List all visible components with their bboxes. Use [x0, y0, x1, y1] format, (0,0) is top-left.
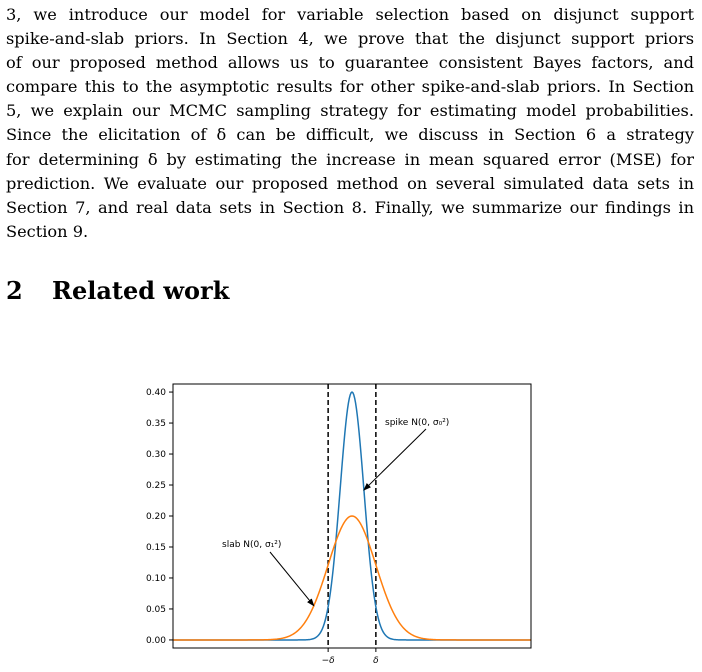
y-tick-label: 0.30 — [145, 450, 166, 461]
paragraph-line: prediction. We evaluate our proposed method on several simulated data sets in — [6, 173, 694, 193]
y-tick-label: 0.20 — [145, 512, 166, 522]
y-tick-label: 0.05 — [145, 604, 166, 615]
paragraph-line: 3, we introduce our model for variable selection based on disjunct support — [6, 5, 694, 24]
spike-annotation: spike N(0, σ₀²) — [385, 418, 450, 428]
slab-annotation: slab N(0, σ₁²) — [222, 540, 282, 550]
section-title: Related work — [52, 276, 230, 305]
section-number: 2 — [6, 276, 23, 305]
slab-curve — [173, 516, 531, 640]
paragraph-line: of our proposed method allows us to guarantee consistent Bayes factors, and — [6, 53, 694, 73]
spike-slab-figure — [0, 370, 702, 672]
paragraph-line: Section 9. — [6, 221, 89, 241]
paragraph-line: 5, we explain our MCMC sampling strategy for estimating model probabilities. — [6, 101, 694, 121]
x-tick-label: −δ — [321, 656, 335, 666]
slab-annotation-arrow — [270, 552, 314, 606]
density-chart — [0, 370, 702, 672]
section-heading — [6, 276, 229, 306]
y-tick-label: 0.40 — [145, 388, 166, 399]
intro-paragraph — [6, 3, 694, 244]
spike-annotation-arrow — [364, 429, 426, 490]
y-tick-label: 0.00 — [145, 635, 166, 646]
paragraph-line: Section 7, and real data sets in Section 8. Finally, we summarize our findings in — [6, 197, 694, 217]
y-tick-label: 0.10 — [145, 573, 166, 584]
paragraph-line: spike-and-slab priors. In Section 4, we prove that the disjunct support priors — [6, 29, 694, 49]
paragraph-line: Since the elicitation of δ can be difficult, we discuss in Section 6 a strategy — [6, 125, 694, 145]
y-tick-label: 0.15 — [145, 542, 166, 553]
paragraph-line: for determining δ by estimating the increase in mean squared error (MSE) for — [6, 149, 694, 169]
y-tick-label: 0.25 — [145, 481, 166, 492]
y-tick-label: 0.35 — [145, 419, 166, 430]
x-tick-label: δ — [373, 656, 379, 666]
paragraph-line: compare this to the asymptotic results for other spike-and-slab priors. In Section — [6, 77, 694, 97]
